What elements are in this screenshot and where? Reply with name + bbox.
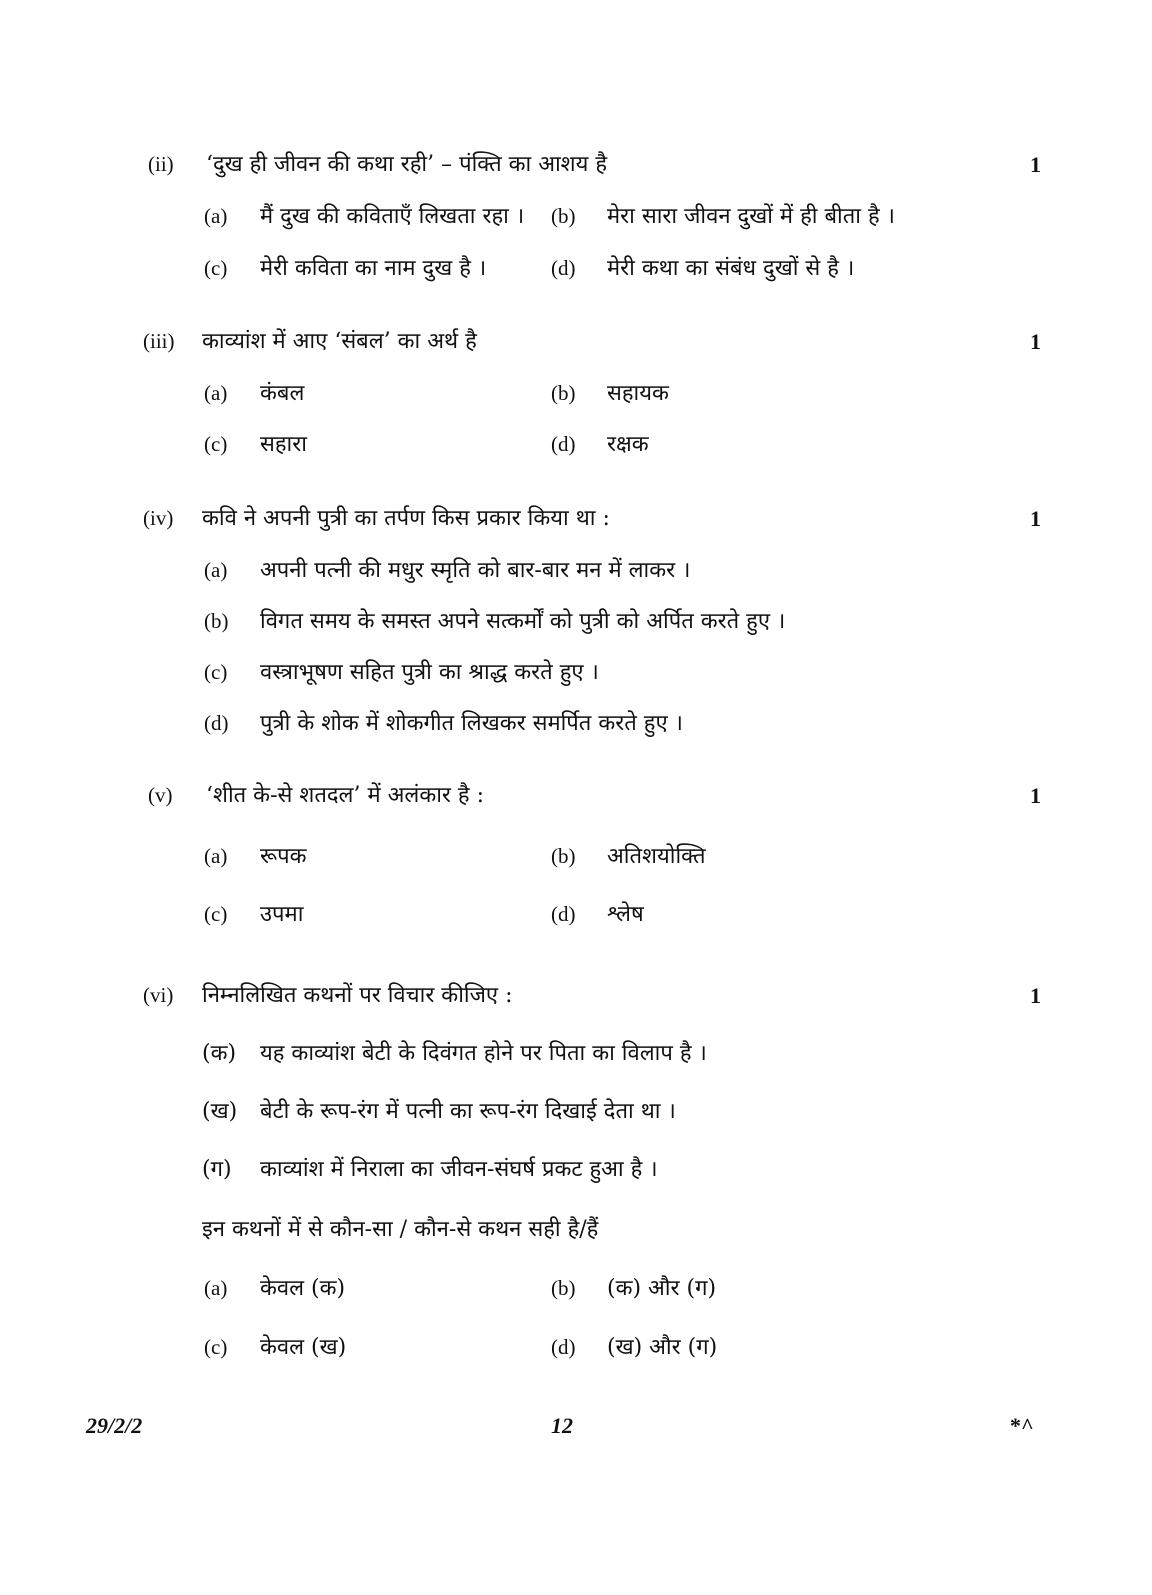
option-label: (d) xyxy=(551,432,576,456)
option-c xyxy=(204,1331,346,1361)
statement-label: (क) xyxy=(202,1041,237,1066)
option-text: वस्त्राभूषण सहित पुत्री का श्राद्ध करते हुए । xyxy=(260,660,599,685)
option-text: मेरी कविता का नाम दुख है । xyxy=(260,256,487,281)
option-d xyxy=(551,1331,717,1361)
option-b xyxy=(551,200,895,230)
statement-ga xyxy=(202,1153,658,1183)
option-a xyxy=(204,200,524,230)
option-d xyxy=(551,898,644,928)
option-a xyxy=(204,840,307,870)
option-label: (c) xyxy=(204,660,228,684)
option-label: (c) xyxy=(204,256,228,280)
option-a xyxy=(204,554,690,584)
question-number: (ii) xyxy=(148,152,174,176)
question-number: (v) xyxy=(148,783,173,807)
option-text: अतिशयोक्ति xyxy=(607,844,706,869)
question-text: ‘दुख ही जीवन की कथा रही’ – पंक्ति का आशय है xyxy=(206,152,608,177)
option-label: (b) xyxy=(551,844,576,868)
question-text: निम्नलिखित कथनों पर विचार कीजिए : xyxy=(202,983,513,1008)
option-text: केवल (ख) xyxy=(260,1335,347,1360)
paper-code: 29/2/2 xyxy=(86,1413,143,1438)
option-b xyxy=(551,377,669,407)
option-c xyxy=(204,428,307,458)
statement-label: (ख) xyxy=(202,1099,238,1124)
option-text: (ख) और (ग) xyxy=(607,1335,718,1360)
question-number: (vi) xyxy=(143,983,174,1007)
option-label: (a) xyxy=(204,844,228,868)
option-label: (d) xyxy=(551,902,576,926)
option-text: मेरी कथा का संबंध दुखों से है । xyxy=(607,256,855,281)
option-label: (c) xyxy=(204,432,228,456)
question-number: (iii) xyxy=(143,329,175,353)
option-a xyxy=(204,1272,345,1302)
question-prompt: इन कथनों में से कौन-सा / कौन-से कथन सही है/हैं xyxy=(202,1217,599,1242)
option-label: (c) xyxy=(204,1335,228,1359)
question-number: (iv) xyxy=(143,506,174,530)
option-text: रक्षक xyxy=(607,432,649,457)
option-label: (b) xyxy=(551,1276,576,1300)
option-label: (d) xyxy=(551,1335,576,1359)
option-text: कंबल xyxy=(260,381,305,406)
question-text: काव्यांश में आए ‘संबल’ का अर्थ है xyxy=(202,329,477,354)
statement-text: यह काव्यांश बेटी के दिवंगत होने पर पिता का विलाप है । xyxy=(260,1041,707,1066)
option-label: (d) xyxy=(551,256,576,280)
option-text: पुत्री के शोक में शोकगीत लिखकर समर्पित करते हुए । xyxy=(260,711,683,736)
footer-mark: *^ xyxy=(1010,1413,1034,1438)
option-label: (b) xyxy=(551,381,576,405)
option-label: (a) xyxy=(204,381,228,405)
option-label: (a) xyxy=(204,558,228,582)
option-text: सहायक xyxy=(607,381,669,406)
option-b xyxy=(551,1272,716,1302)
statement-text: काव्यांश में निराला का जीवन-संघर्ष प्रकट हुआ है । xyxy=(260,1157,658,1182)
marks: 1 xyxy=(1030,152,1041,177)
option-label: (c) xyxy=(204,902,228,926)
option-text: अपनी पत्नी की मधुर स्मृति को बार-बार मन में लाकर । xyxy=(260,558,691,583)
option-b xyxy=(204,605,785,635)
option-text: उपमा xyxy=(260,902,304,927)
option-b xyxy=(551,840,706,870)
page-number: 12 xyxy=(551,1413,573,1438)
option-text: (क) और (ग) xyxy=(607,1276,717,1301)
option-d xyxy=(551,252,854,282)
option-text: मैं दुख की कविताएँ लिखता रहा । xyxy=(260,204,525,229)
option-text: सहारा xyxy=(260,432,307,457)
option-label: (b) xyxy=(204,609,229,633)
marks: 1 xyxy=(1030,506,1041,531)
statement-text: बेटी के रूप-रंग में पत्नी का रूप-रंग दिखाई देता था । xyxy=(260,1099,676,1124)
option-c xyxy=(204,656,599,686)
marks: 1 xyxy=(1030,329,1041,354)
option-label: (a) xyxy=(204,204,228,228)
option-label: (a) xyxy=(204,1276,228,1300)
question-text: ‘शीत के-से शतदल’ में अलंकार है : xyxy=(206,783,485,808)
option-label: (b) xyxy=(551,204,576,228)
option-d xyxy=(551,428,649,458)
statement-label: (ग) xyxy=(202,1157,232,1182)
marks: 1 xyxy=(1030,983,1041,1008)
option-d xyxy=(204,707,683,737)
option-text: मेरा सारा जीवन दुखों में ही बीता है । xyxy=(607,204,895,229)
option-c xyxy=(204,252,486,282)
option-text: विगत समय के समस्त अपने सत्कर्मों को पुत्री को अर्पित करते हुए । xyxy=(260,609,786,634)
option-a xyxy=(204,377,304,407)
option-text: रूपक xyxy=(260,844,307,869)
statement-kha xyxy=(202,1095,676,1125)
option-text: केवल (क) xyxy=(260,1276,346,1301)
question-text: कवि ने अपनी पुत्री का तर्पण किस प्रकार किया था : xyxy=(202,506,610,531)
statement-ka xyxy=(202,1037,707,1067)
option-c xyxy=(204,898,303,928)
option-label: (d) xyxy=(204,711,229,735)
marks: 1 xyxy=(1030,783,1041,808)
option-text: श्लेष xyxy=(607,902,644,927)
